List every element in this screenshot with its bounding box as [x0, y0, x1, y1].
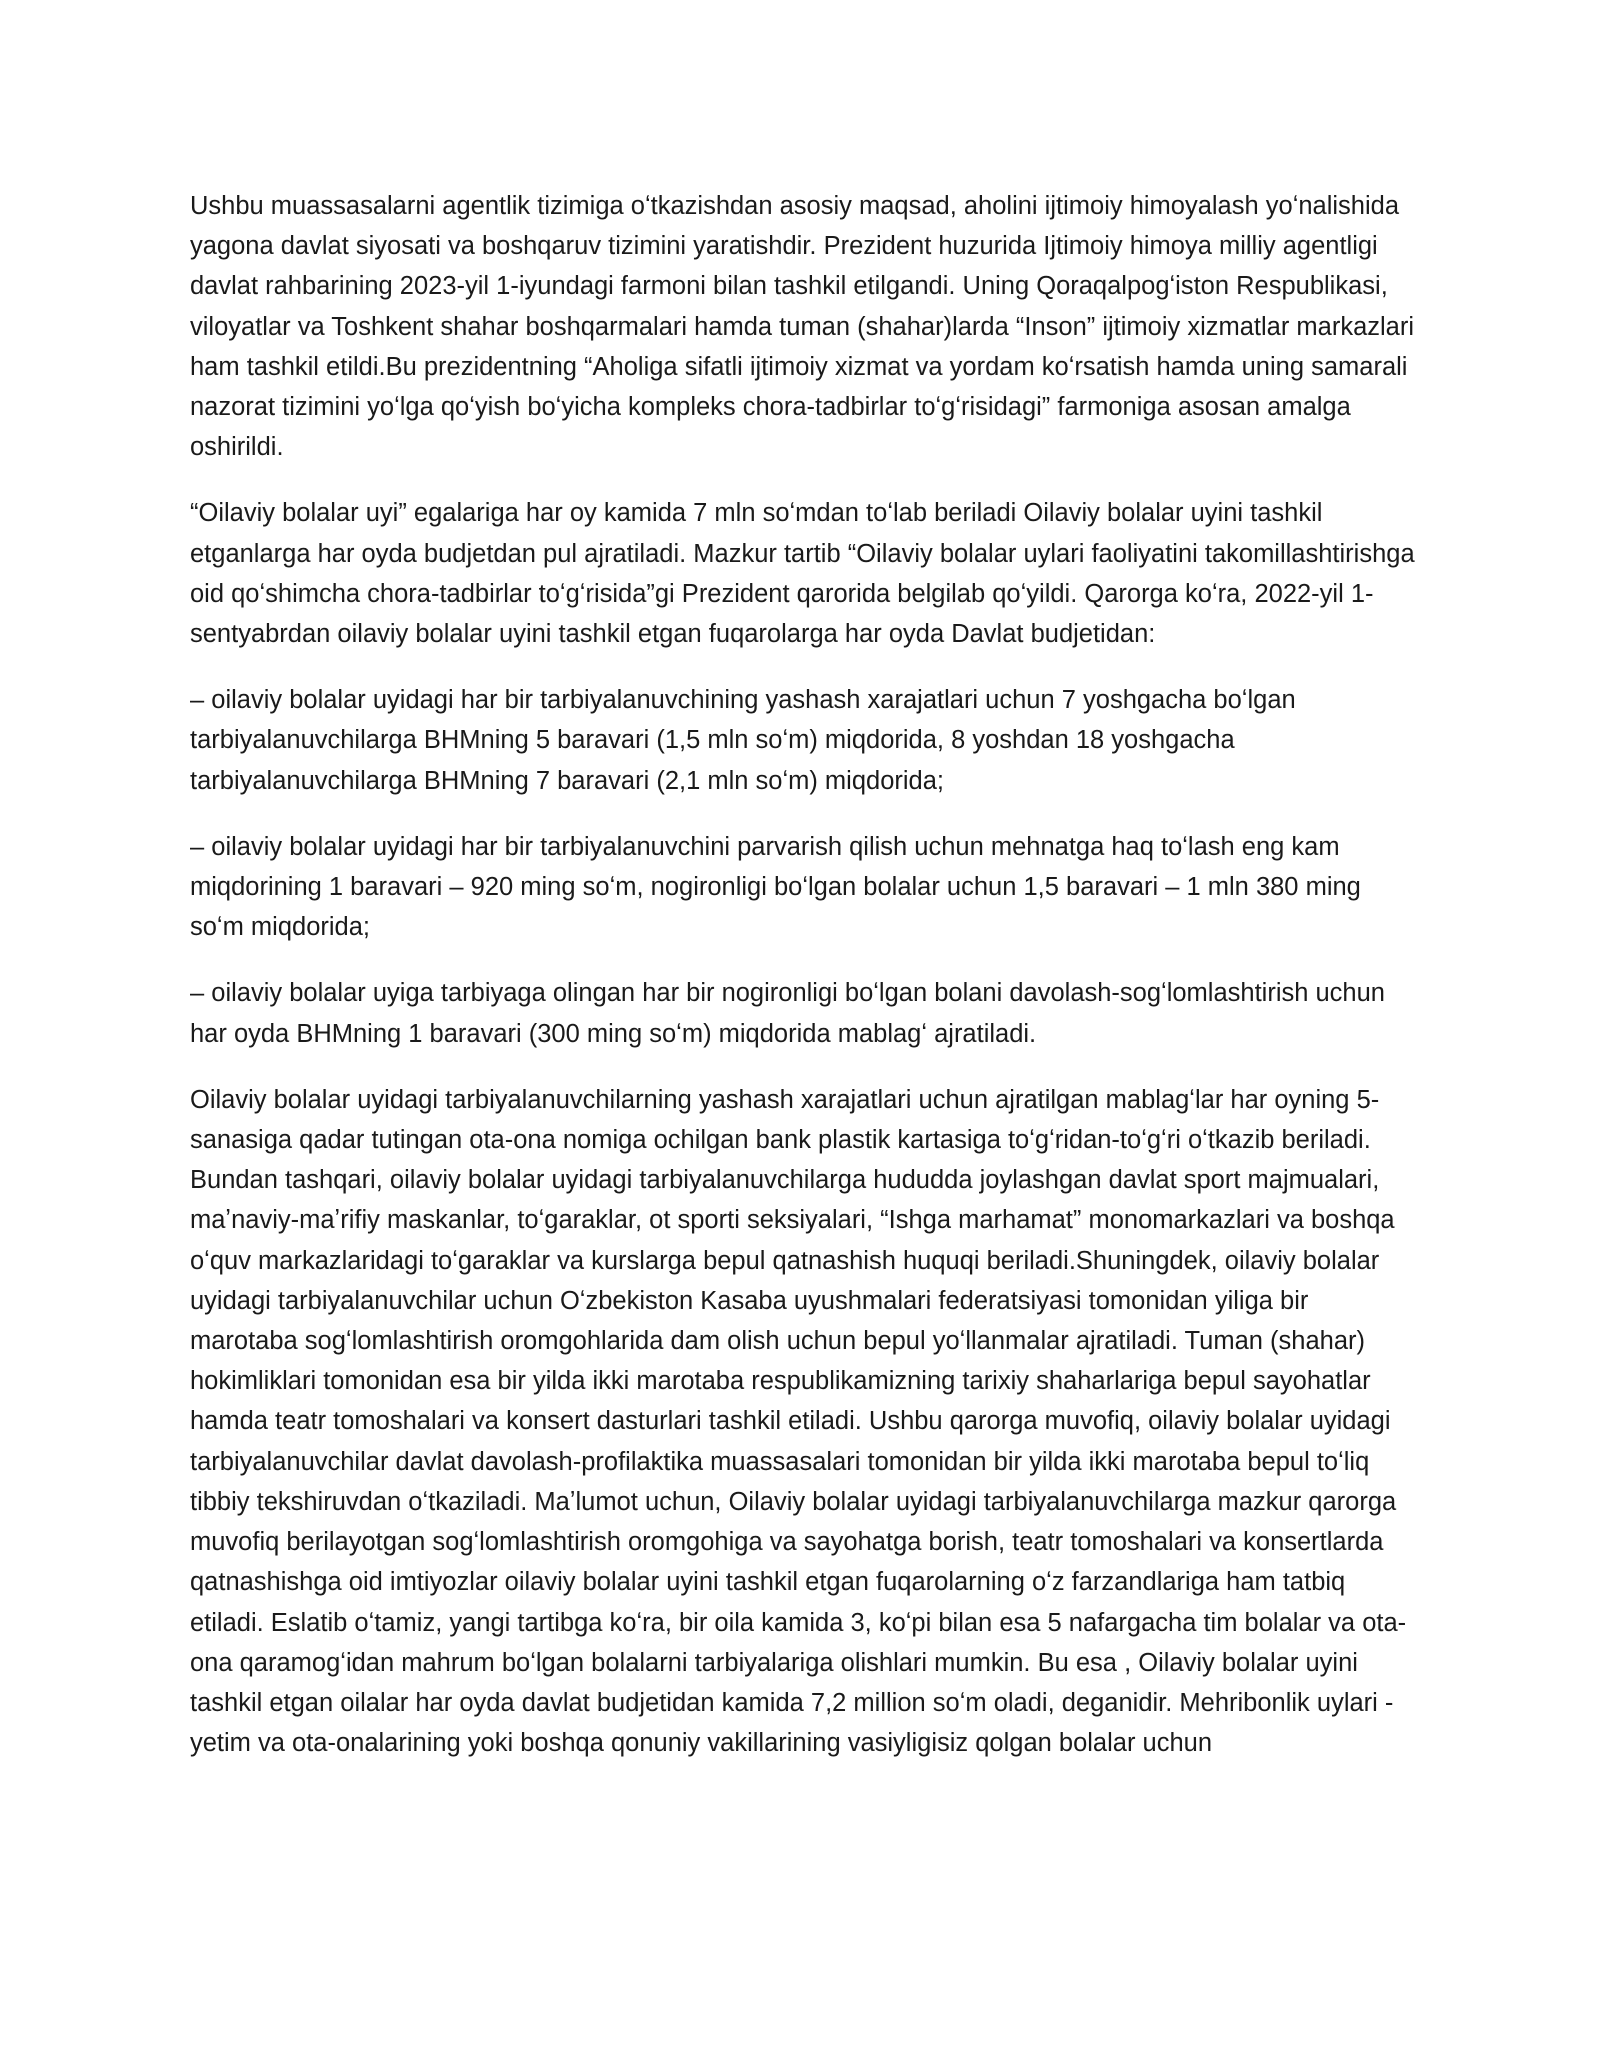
paragraph-family-homes-funding: “Oilaviy bolalar uyi” egalariga har oy kamida 7 mln soʻmdan toʻlab beriladi Oilaviy bolalar uyini tashkil etganlarga har oyda budjetdan pul ajratiladi. Mazkur tartib “Oilaviy bolalar uylari faoliyatini takomillashtirishga oid qoʻshimcha chora-tadbirlar toʻgʻrisida”gi Prezident qarorida belgilab qoʻyildi. Qarorga koʻra, 2022-yil 1-sentyabrdan oilaviy bolalar uyini tashkil etgan fuqarolarga har oyda Davlat budjetidan:: [190, 499, 1415, 649]
paragraph-benefits-details: Oilaviy bolalar uyidagi tarbiyalanuvchilarning yashash xarajatlari uchun ajratilgan mablagʻlar har oyning 5-sanasiga qadar tutingan ota-ona nomiga ochilgan bank plastik kartasiga toʻgʻridan-toʻgʻri oʻtkazib beriladi. Bundan tashqari, oilaviy bolalar uyidagi tarbiyalanuvchilarga hududda joylashgan davlat sport majmualari, maʼnaviy-maʼrifiy maskanlar, toʻgaraklar, ot sporti seksiyalari, “Ishga marhamat” monomarkazlari va boshqa oʻquv markazlaridagi toʻgaraklar va kurslarga bepul qatnashish huquqi beriladi.Shuningdek, oilaviy bolalar uyidagi tarbiyalanuvchilar uchun Oʻzbekiston Kasaba uyushmalari federatsiyasi tomonidan yiliga bir marotaba sogʻlomlashtirish oromgohlarida dam olish uchun bepul yoʻllanmalar ajratiladi. Tuman (shahar) hokimliklari tomonidan esa bir yilda ikki marotaba respublikamizning tarixiy shaharlariga bepul sayohatlar hamda teatr tomoshalari va konsert dasturlari tashkil etiladi. Ushbu qarorga muvofiq, oilaviy bolalar uyidagi tarbiyalanuvchilar davlat davolash-profilaktika muassasalari tomonidan bir yilda ikki marotaba bepul toʻliq tibbiy tekshiruvdan oʻtkaziladi. Maʼlumot uchun, Oilaviy bolalar uyidagi tarbiyalanuvchilarga mazkur qarorga muvofiq berilayotgan sogʻlomlashtirish oromgohiga va sayohatga borish, teatr tomoshalari va konsertlarda qatnashishga oid imtiyozlar oilaviy bolalar uyini tashkil etgan fuqarolarning oʻz farzandlariga ham tatbiq etiladi. Eslatib oʻtamiz, yangi tartibga koʻra, bir oila kamida 3, koʻpi bilan esa 5 nafargacha tim bolalar va ota-ona qaramogʻidan mahrum boʻlgan bolalarni tarbiyalariga olishlari mumkin. Bu esa , Oilaviy bolalar uyini tashkil etgan oilalar har oyda davlat budjetidan kamida 7,2 million soʻm oladi, deganidir. Mehribonlik uylari - yetim va ota-onalarining yoki boshqa qonuniy vakillarining vasiyligisiz qolgan bolalar uchun: [190, 1085, 1407, 1758]
paragraph-care-payment-item: – oilaviy bolalar uyidagi har bir tarbiyalanuvchini parvarish qilish uchun mehnatga haq toʻlash eng kam miqdorining 1 baravari – 920 ming soʻm, nogironligi boʻlgan bolalar uchun 1,5 baravari – 1 mln 380 ming soʻm miqdorida;: [190, 832, 1361, 942]
paragraph-treatment-item: – oilaviy bolalar uyiga tarbiyaga olingan har bir nogironligi boʻlgan bolani davolash-sogʻlomlashtirish uchun har oyda BHMning 1 baravari (300 ming soʻm) miqdorida mablagʻ ajratiladi.: [190, 979, 1385, 1048]
document-body: [190, 186, 1420, 1789]
paragraph-living-expenses-item: – oilaviy bolalar uyidagi har bir tarbiyalanuvchining yashash xarajatlari uchun 7 yoshgacha boʻlgan tarbiyalanuvchilarga BHMning 5 baravari (1,5 mln soʻm) miqdorida, 8 yoshdan 18 yoshgacha tarbiyalanuvchilarga BHMning 7 baravari (2,1 mln soʻm) miqdorida;: [190, 686, 1296, 795]
paragraph-agency-reform: Ushbu muassasalarni agentlik tizimiga oʻtkazishdan asosiy maqsad, aholini ijtimoiy himoyalash yoʻnalishida yagona davlat siyosati va boshqaruv tizimini yaratishdir. Prezident huzurida Ijtimoiy himoya milliy agentligi davlat rahbarining 2023-yil 1-iyundagi farmoni bilan tashkil etilgandi. Uning Qoraqalpogʻiston Respublikasi, viloyatlar va Toshkent shahar boshqarmalari hamda tuman (shahar)larda “Inson” ijtimoiy xizmatlar markazlari ham tashkil etildi.Bu prezidentning “Aholiga sifatli ijtimoiy xizmat va yordam koʻrsatish hamda uning samarali nazorat tizimini yoʻlga qoʻyish boʻyicha kompleks chora-tadbirlar toʻgʻrisidagi” farmoniga asosan amalga oshirildi.: [190, 192, 1415, 462]
